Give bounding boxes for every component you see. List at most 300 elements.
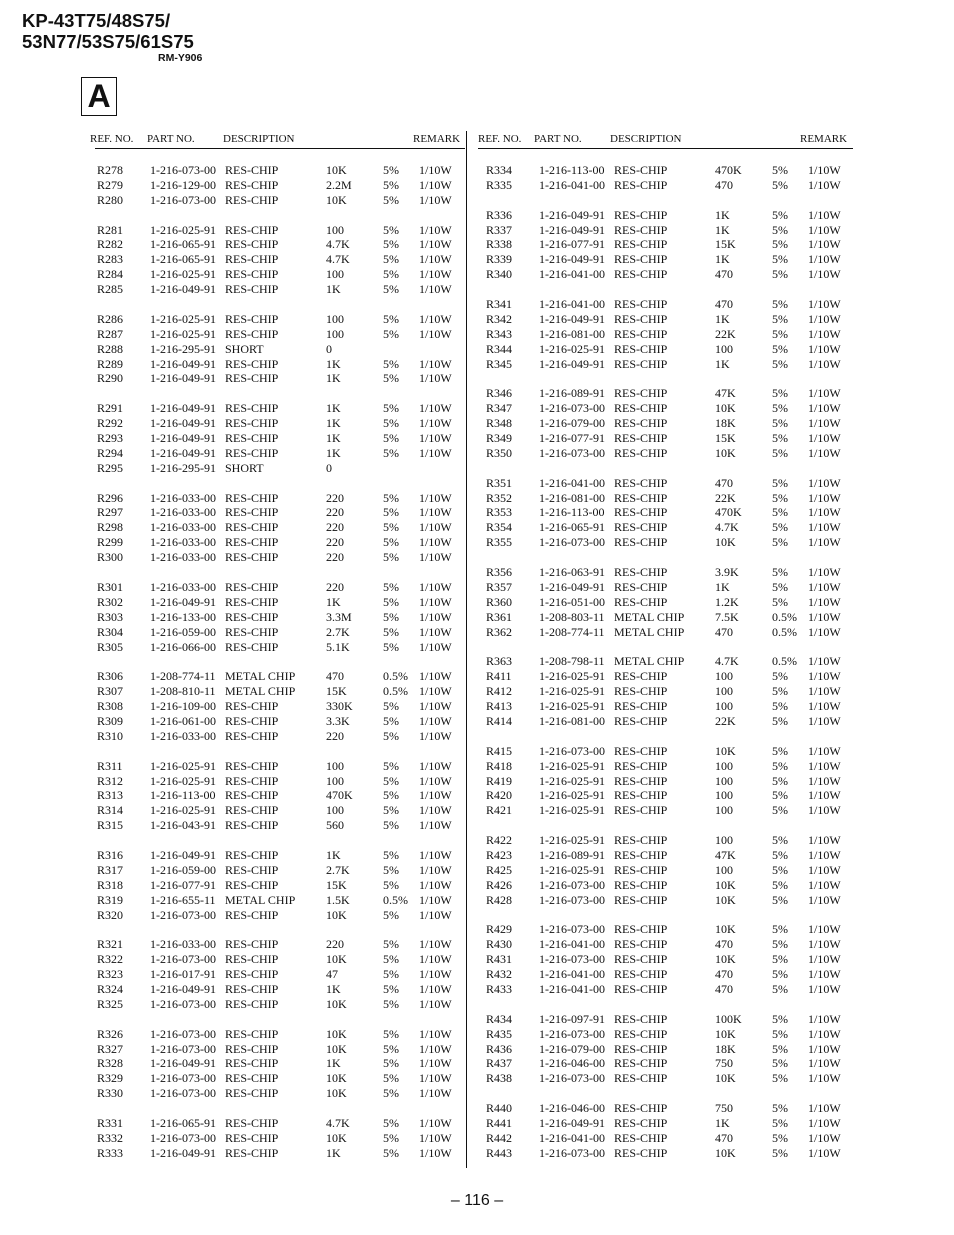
cell-part-no: 1-216-033-00 [150,728,216,743]
cell-description: RES-CHIP [225,520,279,535]
table-row [95,952,465,967]
cell-part-no: 1-216-073-00 [539,1145,605,1160]
cell-part-no: 1-216-129-00 [150,177,216,192]
cell-rating: 1/10W [808,609,841,624]
table-row [95,595,465,610]
cell-part-no: 1-216-046-00 [539,1101,605,1116]
table-row [95,223,465,238]
cell-ref-no: R328 [97,1056,124,1071]
cell-ref-no: R433 [486,981,513,996]
cell-rating: 1/10W [419,937,452,952]
cell-tolerance: 5% [772,847,788,862]
cell-ref-no: R345 [486,356,513,371]
cell-value: 10K [326,1086,347,1101]
cell-value: 100 [715,862,733,877]
cell-description: RES-CHIP [614,520,668,535]
cell-value: 10K [326,1130,347,1145]
cell-value: 10K [715,952,736,967]
cell-ref-no: R300 [97,550,124,565]
cell-rating: 1/10W [419,1130,452,1145]
cell-part-no: 1-216-073-00 [539,401,605,416]
cell-value: 10K [326,1041,347,1056]
cell-ref-no: R437 [486,1056,513,1071]
cell-rating: 1/10W [419,401,452,416]
cell-value: 1K [326,847,341,862]
table-row [95,848,465,863]
cell-rating: 1/10W [808,981,841,996]
cell-rating: 1/10W [419,862,452,877]
cell-value: 750 [715,1101,733,1116]
cell-tolerance: 0.5% [383,684,408,699]
cell-ref-no: R302 [97,594,124,609]
cell-ref-no: R440 [486,1101,513,1116]
cell-value: 0 [326,460,332,475]
cell-ref-no: R442 [486,1130,513,1145]
cell-value: 4.7K [326,237,350,252]
cell-ref-no: R329 [97,1071,124,1086]
cell-value: 1K [326,371,341,386]
cell-part-no: 1-216-081-00 [539,713,605,728]
cell-value: 100 [326,311,344,326]
cell-ref-no: R309 [97,713,124,728]
cell-ref-no: R342 [486,311,513,326]
table-row [95,193,465,208]
table-row [95,893,465,908]
cell-description: RES-CHIP [614,207,668,222]
table-row [478,446,853,461]
cell-tolerance: 5% [383,981,399,996]
cell-ref-no: R431 [486,952,513,967]
cell-tolerance: 5% [772,1116,788,1130]
cell-tolerance: 5% [772,505,788,520]
cell-rating: 1/10W [419,311,452,326]
table-row [95,625,465,640]
cell-part-no: 1-216-049-91 [150,416,216,431]
cell-ref-no: R426 [486,877,513,892]
table-row [478,803,853,818]
table-row [478,505,853,520]
cell-value: 220 [326,505,344,520]
cell-value: 1K [326,282,341,297]
column-header [90,133,465,149]
cell-part-no: 1-216-073-00 [539,535,605,550]
cell-ref-no: R280 [97,192,124,207]
cell-part-no: 1-216-033-00 [150,490,216,505]
cell-description: RES-CHIP [225,773,279,788]
cell-tolerance: 5% [772,579,788,594]
cell-part-no: 1-216-059-00 [150,862,216,877]
cell-tolerance: 5% [772,594,788,609]
cell-part-no: 1-216-025-91 [539,773,605,788]
table-row [95,937,465,952]
cell-value: 1K [326,1145,341,1160]
cell-ref-no: R293 [97,431,124,446]
table-row [478,565,853,580]
cell-value: 10K [715,1071,736,1086]
table-row [478,878,853,893]
cell-ref-no: R423 [486,847,513,862]
cell-part-no: 1-216-073-00 [539,877,605,892]
cell-value: 1K [715,579,730,594]
table-row [478,759,853,774]
cell-value: 10K [715,877,736,892]
table-row [95,401,465,416]
cell-value: 470 [715,297,733,312]
cell-rating: 1/10W [419,371,452,386]
cell-ref-no: R412 [486,684,513,699]
cell-value: 100 [715,699,733,714]
table-row [478,297,853,312]
cell-value: 10K [326,952,347,967]
cell-value: 10K [715,743,736,758]
cell-rating: 1/10W [419,892,452,907]
cell-value: 220 [326,550,344,565]
cell-part-no: 1-216-049-91 [150,981,216,996]
cell-description: RES-CHIP [614,341,668,356]
cell-ref-no: R346 [486,386,513,401]
cell-ref-no: R291 [97,401,124,416]
cell-description: RES-CHIP [614,177,668,192]
cell-value: 15K [326,684,347,699]
cell-value: 5.1K [326,639,350,654]
cell-description: RES-CHIP [225,639,279,654]
cell-description: RES-CHIP [614,475,668,490]
cell-part-no: 1-216-025-91 [539,788,605,803]
cell-rating: 1/10W [808,743,841,758]
cell-value: 220 [326,535,344,550]
cell-tolerance: 5% [383,773,399,788]
table-row [478,237,853,252]
table-row [478,163,853,178]
cell-description: RES-CHIP [614,892,668,907]
cell-rating: 1/10W [808,1026,841,1041]
model-title [22,10,194,52]
cell-description: METAL CHIP [614,609,685,624]
cell-description: RES-CHIP [614,1116,668,1130]
cell-part-no: 1-216-073-00 [150,1071,216,1086]
cell-rating: 1/10W [808,952,841,967]
cell-part-no: 1-216-041-00 [539,937,605,952]
table-row [95,371,465,386]
cell-ref-no: R319 [97,892,124,907]
cell-part-no: 1-216-066-00 [150,639,216,654]
table-row [478,520,853,535]
cell-tolerance: 5% [772,326,788,341]
table-row [95,446,465,461]
cell-description: RES-CHIP [225,728,279,743]
cell-description: RES-CHIP [614,684,668,699]
cell-description: RES-CHIP [225,594,279,609]
cell-tolerance: 5% [383,907,399,922]
cell-tolerance: 5% [383,967,399,982]
table-row [478,684,853,699]
table-row [95,818,465,833]
cell-part-no: 1-216-065-91 [150,252,216,267]
cell-part-no: 1-216-046-00 [539,1056,605,1071]
table-row [95,327,465,342]
cell-tolerance: 5% [772,981,788,996]
cell-value: 1K [715,207,730,222]
cell-tolerance: 0.5% [772,654,797,669]
cell-description: RES-CHIP [225,803,279,818]
cell-tolerance: 5% [383,594,399,609]
cell-ref-no: R351 [486,475,513,490]
cell-rating: 1/10W [419,996,452,1011]
cell-part-no: 1-216-079-00 [539,1041,605,1056]
cell-ref-no: R340 [486,267,513,282]
cell-description: RES-CHIP [614,773,668,788]
cell-value: 10K [326,163,347,177]
table-row [478,223,853,238]
cell-description: RES-CHIP [225,937,279,952]
cell-part-no: 1-216-033-00 [150,579,216,594]
cell-rating: 1/10W [808,1056,841,1071]
cell-description: RES-CHIP [225,1056,279,1071]
cell-ref-no: R320 [97,907,124,922]
cell-part-no: 1-216-079-00 [539,416,605,431]
parts-list-left [95,163,465,1161]
cell-value: 47 [326,967,338,982]
table-row [478,1071,853,1086]
cell-tolerance: 0.5% [772,609,797,624]
cell-tolerance: 5% [383,401,399,416]
cell-description: RES-CHIP [614,952,668,967]
table-row [95,520,465,535]
cell-value: 470 [715,267,733,282]
cell-part-no: 1-208-810-11 [150,684,216,699]
cell-description: RES-CHIP [225,431,279,446]
cell-value: 1K [715,222,730,237]
cell-rating: 1/10W [419,550,452,565]
cell-value: 4.7K [326,1116,350,1130]
table-row [478,788,853,803]
cell-rating: 1/10W [808,341,841,356]
table-row [478,654,853,669]
table-row [478,208,853,223]
cell-rating: 1/10W [419,445,452,460]
cell-description: RES-CHIP [225,356,279,371]
cell-description: RES-CHIP [614,505,668,520]
cell-description: RES-CHIP [225,401,279,416]
cell-tolerance: 5% [383,1041,399,1056]
cell-description: RES-CHIP [614,431,668,446]
cell-rating: 1/10W [808,416,841,431]
cell-tolerance: 5% [772,1101,788,1116]
cell-rating: 1/10W [808,207,841,222]
cell-description: RES-CHIP [614,490,668,505]
cell-rating: 1/10W [808,535,841,550]
cell-description: RES-CHIP [225,445,279,460]
cell-part-no: 1-216-051-00 [539,594,605,609]
cell-value: 470 [715,475,733,490]
cell-ref-no: R415 [486,743,513,758]
cell-tolerance: 5% [383,445,399,460]
cell-ref-no: R429 [486,922,513,937]
cell-part-no: 1-216-043-91 [150,818,216,833]
table-row [478,625,853,640]
cell-ref-no: R284 [97,267,124,282]
model-title-line-1: KP-43T75/48S75/ [22,10,171,31]
cell-rating: 1/10W [419,847,452,862]
cell-rating: 1/10W [419,609,452,624]
cell-ref-no: R361 [486,609,513,624]
cell-rating: 1/10W [808,445,841,460]
cell-tolerance: 5% [383,803,399,818]
table-row [478,863,853,878]
cell-tolerance: 5% [772,267,788,282]
cell-part-no: 1-216-049-91 [539,1116,605,1130]
cell-value: 4.7K [715,654,739,669]
cell-part-no: 1-216-025-91 [539,833,605,848]
cell-ref-no: R362 [486,624,513,639]
cell-rating: 1/10W [808,699,841,714]
cell-value: 1K [326,445,341,460]
cell-ref-no: R430 [486,937,513,952]
cell-value: 470 [715,981,733,996]
table-row [95,163,465,178]
cell-part-no: 1-216-049-91 [150,401,216,416]
cell-description: RES-CHIP [614,877,668,892]
cell-ref-no: R441 [486,1116,513,1130]
cell-ref-no: R282 [97,237,124,252]
cell-rating: 1/10W [419,222,452,237]
cell-description: RES-CHIP [225,371,279,386]
cell-ref-no: R312 [97,773,124,788]
cell-tolerance: 5% [772,1056,788,1071]
cell-description: RES-CHIP [225,416,279,431]
cell-tolerance: 0.5% [772,624,797,639]
cell-description: RES-CHIP [225,758,279,773]
cell-ref-no: R337 [486,222,513,237]
cell-value: 220 [326,937,344,952]
cell-description: RES-CHIP [225,282,279,297]
cell-description: RES-CHIP [225,237,279,252]
cell-value: 220 [326,579,344,594]
cell-ref-no: R322 [97,952,124,967]
cell-tolerance: 5% [772,967,788,982]
cell-description: RES-CHIP [225,177,279,192]
cell-rating: 1/10W [808,788,841,803]
cell-part-no: 1-216-073-00 [150,907,216,922]
cell-rating: 1/10W [419,788,452,803]
cell-ref-no: R333 [97,1145,124,1160]
cell-tolerance: 5% [772,535,788,550]
cell-rating: 1/10W [808,579,841,594]
cell-description: RES-CHIP [614,1011,668,1026]
table-row [478,714,853,729]
cell-tolerance: 5% [772,401,788,416]
cell-value: 100 [715,684,733,699]
cell-description: RES-CHIP [225,505,279,520]
cell-part-no: 1-216-041-00 [539,967,605,982]
cell-part-no: 1-216-089-91 [539,847,605,862]
table-row [95,982,465,997]
table-row [95,550,465,565]
cell-tolerance: 5% [383,371,399,386]
table-row [95,1042,465,1057]
cell-rating: 1/10W [419,669,452,684]
cell-tolerance: 5% [772,237,788,252]
cell-value: 750 [715,1056,733,1071]
cell-description: SHORT [225,341,264,356]
table-row [478,401,853,416]
cell-value: 220 [326,520,344,535]
cell-part-no: 1-216-025-91 [539,803,605,818]
cell-rating: 1/10W [419,1056,452,1071]
cell-ref-no: R281 [97,222,124,237]
cell-ref-no: R323 [97,967,124,982]
cell-ref-no: R303 [97,609,124,624]
cell-description: RES-CHIP [614,237,668,252]
cell-part-no: 1-216-295-91 [150,460,216,475]
cell-part-no: 1-216-073-00 [539,1026,605,1041]
cell-rating: 1/10W [808,862,841,877]
cell-tolerance: 5% [383,163,399,177]
table-row [478,774,853,789]
cell-rating: 1/10W [419,594,452,609]
cell-part-no: 1-216-041-00 [539,1130,605,1145]
cell-ref-no: R334 [486,163,513,177]
table-row [95,863,465,878]
table-row [478,1116,853,1131]
cell-tolerance: 5% [383,237,399,252]
cell-description: RES-CHIP [225,699,279,714]
cell-ref-no: R330 [97,1086,124,1101]
parts-list-right [478,163,853,1161]
cell-ref-no: R278 [97,163,124,177]
cell-part-no: 1-216-073-00 [150,1026,216,1041]
cell-part-no: 1-216-077-91 [539,431,605,446]
table-row [95,774,465,789]
cell-description: RES-CHIP [614,669,668,684]
table-row [478,386,853,401]
cell-part-no: 1-216-025-91 [150,803,216,818]
cell-ref-no: R363 [486,654,513,669]
table-row [95,997,465,1012]
cell-value: 1K [715,311,730,326]
cell-tolerance: 5% [772,311,788,326]
cell-ref-no: R283 [97,252,124,267]
cell-value: 100 [715,833,733,848]
cell-rating: 1/10W [808,505,841,520]
cell-ref-no: R307 [97,684,124,699]
cell-tolerance: 5% [383,192,399,207]
cell-rating: 1/10W [419,177,452,192]
cell-value: 47K [715,847,736,862]
cell-part-no: 1-216-073-00 [150,952,216,967]
cell-rating: 1/10W [419,192,452,207]
cell-value: 18K [715,1041,736,1056]
cell-ref-no: R287 [97,326,124,341]
cell-description: RES-CHIP [225,192,279,207]
cell-part-no: 1-216-025-91 [539,341,605,356]
cell-value: 7.5K [715,609,739,624]
table-row [478,669,853,684]
cell-tolerance: 5% [383,520,399,535]
cell-value: 10K [715,445,736,460]
table-row [478,1042,853,1057]
cell-description: RES-CHIP [614,847,668,862]
cell-ref-no: R331 [97,1116,124,1130]
table-row [95,714,465,729]
cell-ref-no: R418 [486,758,513,773]
cell-part-no: 1-216-049-91 [539,356,605,371]
cell-ref-no: R298 [97,520,124,535]
cell-tolerance: 5% [772,758,788,773]
cell-tolerance: 5% [383,252,399,267]
cell-tolerance: 5% [383,1130,399,1145]
cell-ref-no: R339 [486,252,513,267]
